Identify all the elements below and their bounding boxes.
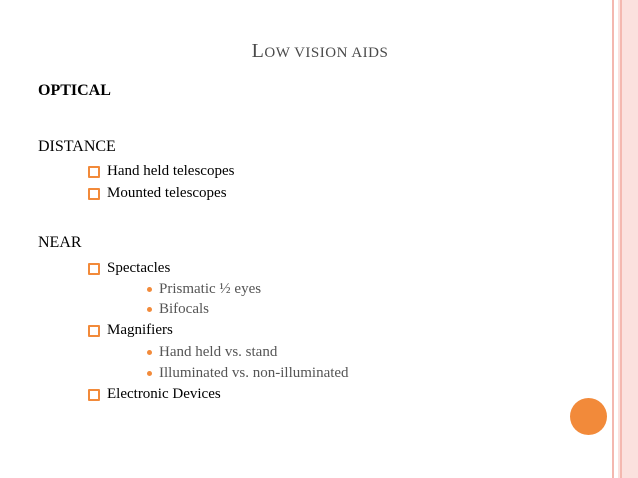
sub-list-item bbox=[147, 301, 209, 318]
near-heading: NEAR bbox=[38, 234, 82, 251]
dot-bullet-icon bbox=[147, 287, 152, 292]
right-border-line bbox=[612, 0, 614, 478]
title-rest: OW VISION AIDS bbox=[264, 45, 389, 61]
right-border-line-2 bbox=[620, 0, 622, 478]
slide-title bbox=[0, 40, 638, 63]
square-bullet-icon bbox=[88, 188, 100, 200]
list-item-label: Electronic Devices bbox=[107, 386, 221, 402]
list-item-label: Mounted telescopes bbox=[107, 185, 227, 201]
list-item-label: Magnifiers bbox=[107, 322, 173, 338]
list-item bbox=[88, 260, 170, 277]
sub-list-item-label: Prismatic ½ eyes bbox=[159, 281, 262, 297]
dot-bullet-icon bbox=[147, 307, 152, 312]
square-bullet-icon bbox=[88, 389, 100, 401]
distance-heading: DISTANCE bbox=[38, 138, 116, 155]
sub-list-item-label: Hand held vs. stand bbox=[159, 344, 278, 360]
list-item bbox=[88, 322, 173, 339]
square-bullet-icon bbox=[88, 166, 100, 178]
dot-bullet-icon bbox=[147, 350, 152, 355]
optical-heading: OPTICAL bbox=[38, 82, 111, 99]
list-item bbox=[88, 386, 221, 403]
square-bullet-icon bbox=[88, 263, 100, 275]
list-item-label: Hand held telescopes bbox=[107, 163, 235, 179]
title-initial: L bbox=[251, 40, 265, 62]
sub-list-item-label: Bifocals bbox=[159, 301, 209, 317]
sub-list-item bbox=[147, 365, 349, 382]
list-item bbox=[88, 185, 227, 202]
list-item bbox=[88, 163, 234, 180]
sub-list-item-label: Illuminated vs. non-illuminated bbox=[159, 365, 349, 381]
list-item-label: Spectacles bbox=[107, 260, 171, 276]
square-bullet-icon bbox=[88, 325, 100, 337]
orange-circle-icon bbox=[570, 398, 607, 435]
sub-list-item bbox=[147, 281, 261, 298]
dot-bullet-icon bbox=[147, 371, 152, 376]
sub-list-item bbox=[147, 344, 277, 361]
